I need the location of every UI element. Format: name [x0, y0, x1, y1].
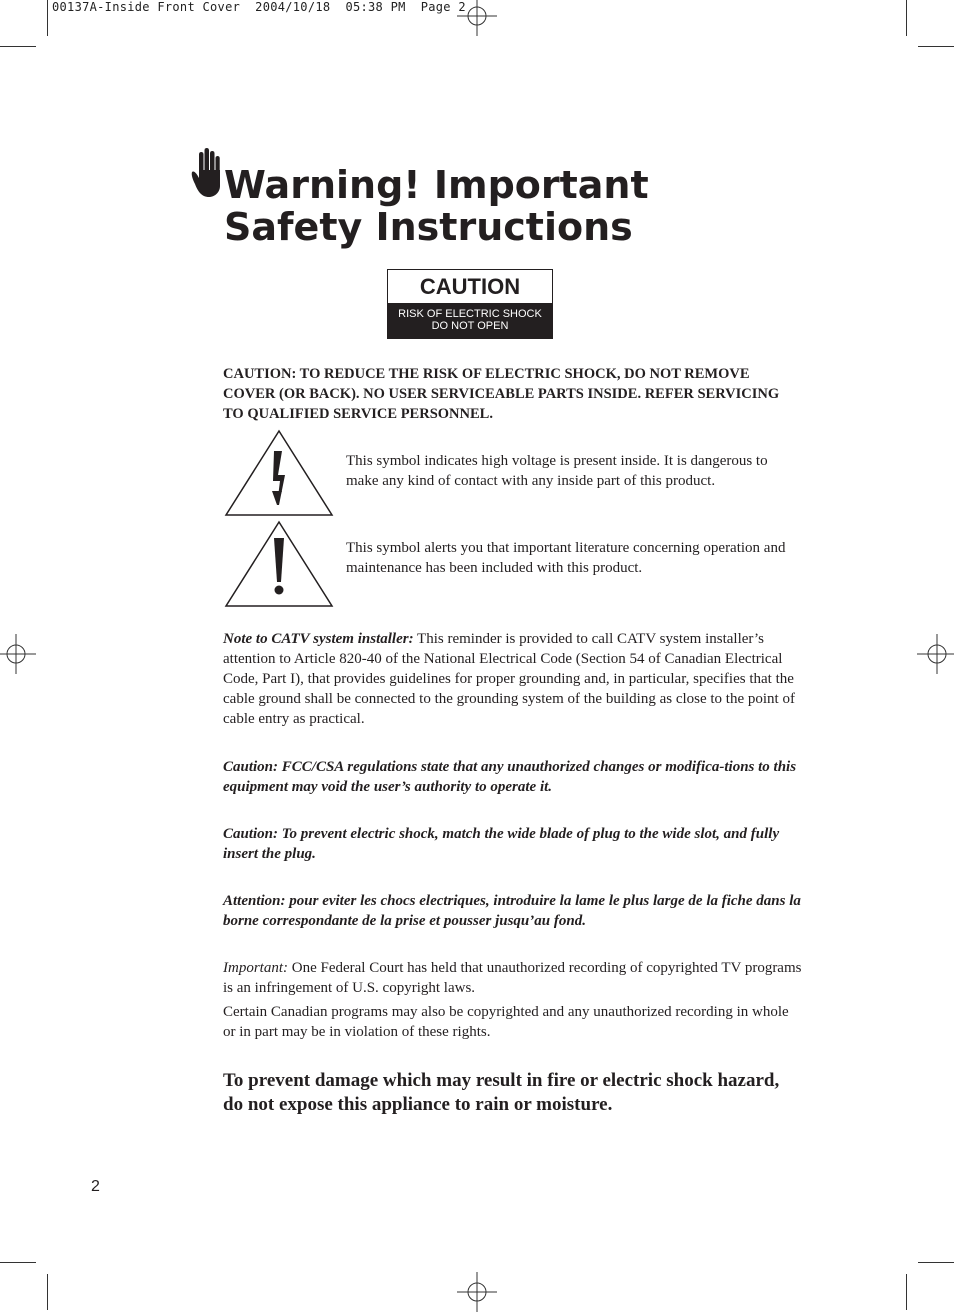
crop-mark-bottom-right-v — [906, 1274, 907, 1310]
crop-mark-top-left-v — [47, 0, 48, 36]
registration-mark-top — [457, 0, 497, 36]
caution-label-line-1: RISK OF ELECTRIC SHOCK — [398, 308, 542, 320]
crop-mark-bottom-right-h — [918, 1262, 954, 1263]
page-number: 2 — [91, 1178, 100, 1195]
plug-caution: Caution: To prevent electric shock, match the wide blade of plug to the wide slot, and fully insert the plug. — [223, 826, 780, 862]
important-lead: Important: — [223, 960, 288, 976]
caution-paragraph: CAUTION: TO REDUCE THE RISK OF ELECTRIC SHOCK, DO NOT REMOVE COVER (OR BACK). NO USER SERVICEABLE PARTS INSIDE. REFER SERVICING TO QUALIFIED SERVICE PERSONNEL. — [223, 366, 780, 422]
caution-label — [387, 269, 553, 339]
crop-mark-top-right-v — [906, 0, 907, 36]
page-title — [224, 164, 649, 248]
catv-note — [223, 629, 803, 729]
registration-mark-right — [917, 634, 954, 674]
caution-label-line-2: DO NOT OPEN — [431, 320, 509, 332]
fcc-caution: Caution: FCC/CSA regulations state that any unauthorized changes or modifica-tions to this equipment may void the user’s authority to operate it. — [223, 759, 797, 795]
canadian-note: Certain Canadian programs may also be copyrighted and any unauthorized recording in whole or in part may be in violation of these rights. — [223, 1004, 789, 1040]
printer-slug: 00137A-Inside Front Cover 2004/10/18 05:38 PM Page 2 — [52, 0, 466, 14]
caution-label-heading: CAUTION — [419, 274, 521, 299]
crop-mark-top-left-h — [0, 46, 36, 47]
registration-mark-bottom — [457, 1272, 497, 1312]
exclamation-warning-icon — [224, 520, 334, 608]
crop-mark-bottom-left-h — [0, 1262, 36, 1263]
symbol-description-high-voltage: This symbol indicates high voltage is present inside. It is dangerous to make any kind of contact with any inside part of this product. — [346, 453, 768, 489]
attention-french: Attention: pour eviter les chocs electriques, introduire la lame le plus large de la fiche dans la borne correspondante de la prise et pousser jusqu’au fond. — [223, 893, 801, 929]
crop-mark-bottom-left-v — [47, 1274, 48, 1310]
symbol-description-literature: This symbol alerts you that important literature concerning operation and maintenance has been included with this product. — [346, 540, 786, 576]
moisture-warning: To prevent damage which may result in fire or electric shock hazard, do not expose this appliance to rain or moisture. — [223, 1070, 780, 1115]
crop-mark-top-right-h — [918, 46, 954, 47]
stop-hand-icon — [190, 148, 224, 198]
important-note — [223, 958, 803, 998]
catv-note-lead: Note to CATV system installer: — [223, 631, 414, 647]
caution-label-subtext — [388, 303, 552, 338]
catv-note-body: This reminder is provided to call CATV system installer’s attention to Article 820-40 of the National Electrical Code (Section 54 of Canadian Electrical Code, Part I), that provides guidelines for proper grounding and, in particular, specifies that the cable ground shall be connected to the grounding system of the building as close to the point of cable entry as practical. — [223, 631, 795, 727]
important-body: One Federal Court has held that unauthorized recording of copyrighted TV programs is an infringement of U.S. copyright laws. — [223, 960, 802, 996]
registration-mark-left — [0, 634, 36, 674]
title-line-2: Safety Instructions — [224, 205, 633, 249]
high-voltage-warning-icon — [224, 429, 334, 517]
title-line-1: Warning! Important — [224, 163, 649, 207]
